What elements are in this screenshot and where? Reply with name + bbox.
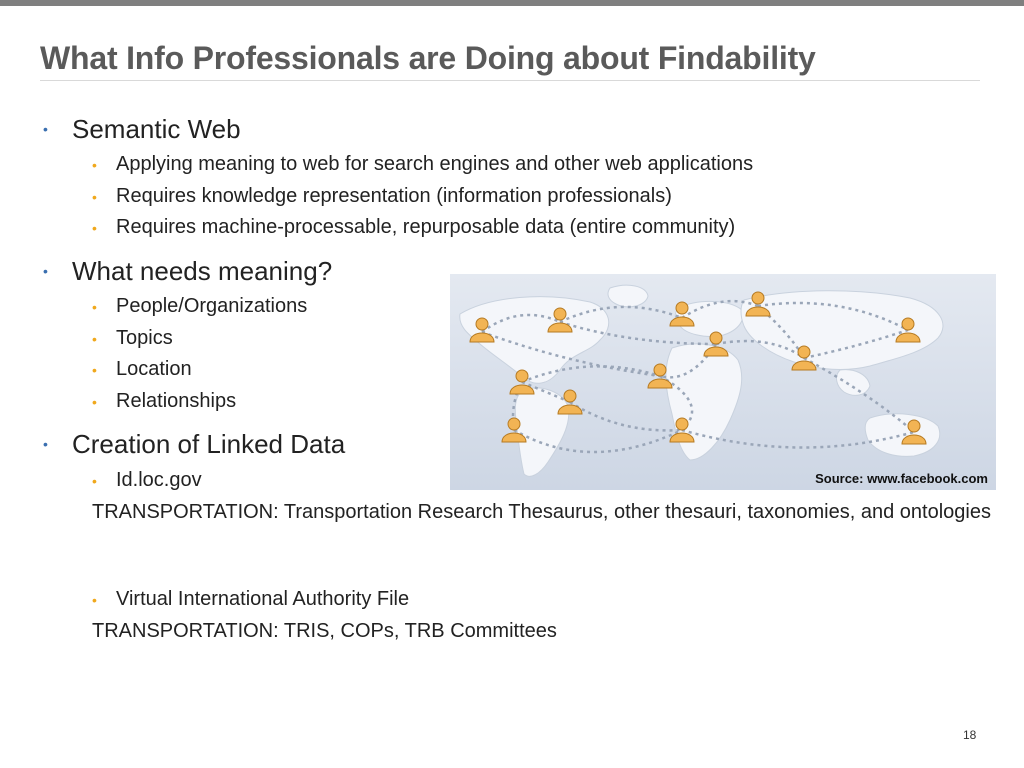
image-source-caption: Source: www.facebook.com <box>815 471 988 486</box>
bullet-text: Creation of Linked Data <box>72 429 346 459</box>
continent-asia <box>741 291 943 370</box>
transportation-note <box>92 500 1012 525</box>
transportation-note <box>92 619 992 644</box>
bullet-level2 <box>92 153 754 176</box>
title-divider <box>40 80 980 81</box>
bullet-text: Relationships <box>116 390 237 412</box>
bullet-text: What needs meaning? <box>72 256 333 286</box>
slide-title: What Info Professionals are Doing about Findability <box>40 40 816 76</box>
bullet-dot: • <box>92 394 97 410</box>
bullet-text: Location <box>116 358 192 380</box>
bullet-level1 <box>43 114 241 145</box>
bullet-text: Id.loc.gov <box>116 469 202 491</box>
note-text: TRANSPORTATION: Transportation Research Thesaurus, other thesauri, taxonomies, and ontologies <box>92 501 991 523</box>
bullet-dot: • <box>43 121 48 137</box>
bullet-level2 <box>92 358 192 381</box>
world-map-network-image <box>450 274 996 490</box>
bullet-dot: • <box>43 263 48 279</box>
bullet-dot: • <box>92 189 97 205</box>
connection-line <box>570 402 682 430</box>
bullet-dot: • <box>92 220 97 236</box>
bullet-level2 <box>92 327 173 350</box>
bullet-text: Requires machine-processable, repurposable data (entire community) <box>116 216 736 238</box>
continent-australia <box>865 414 940 457</box>
bullet-text: Virtual International Authority File <box>116 588 410 610</box>
continent-southeast-asia <box>837 370 870 396</box>
bullet-level2 <box>92 216 736 239</box>
note-text: TRANSPORTATION: TRIS, COPs, TRB Committees <box>92 620 557 642</box>
top-bar <box>0 0 1024 6</box>
continent-south-america <box>515 388 569 476</box>
bullet-text: Requires knowledge representation (information professionals) <box>116 185 672 207</box>
bullet-level2 <box>92 295 308 318</box>
bullet-dot: • <box>92 473 97 489</box>
bullet-level2 <box>92 390 237 413</box>
bullet-text: People/Organizations <box>116 295 308 317</box>
bullet-dot: • <box>92 362 97 378</box>
bullet-level1 <box>43 256 333 287</box>
bullet-dot: • <box>43 436 48 452</box>
bullet-text: Semantic Web <box>72 114 241 144</box>
bullet-dot: • <box>92 157 97 173</box>
continent-greenland <box>608 285 648 307</box>
bullet-level2 <box>92 469 202 492</box>
bullet-dot: • <box>92 299 97 315</box>
bullet-level2 <box>92 185 672 208</box>
bullet-level1 <box>43 429 346 460</box>
bullet-dot: • <box>92 592 97 608</box>
bullet-level2 <box>92 588 410 611</box>
world-map-icon <box>450 274 996 490</box>
bullet-text: Applying meaning to web for search engines and other web applications <box>116 153 754 175</box>
page-number: 18 <box>963 728 977 742</box>
bullet-text: Topics <box>116 327 173 349</box>
bullet-dot: • <box>92 331 97 347</box>
